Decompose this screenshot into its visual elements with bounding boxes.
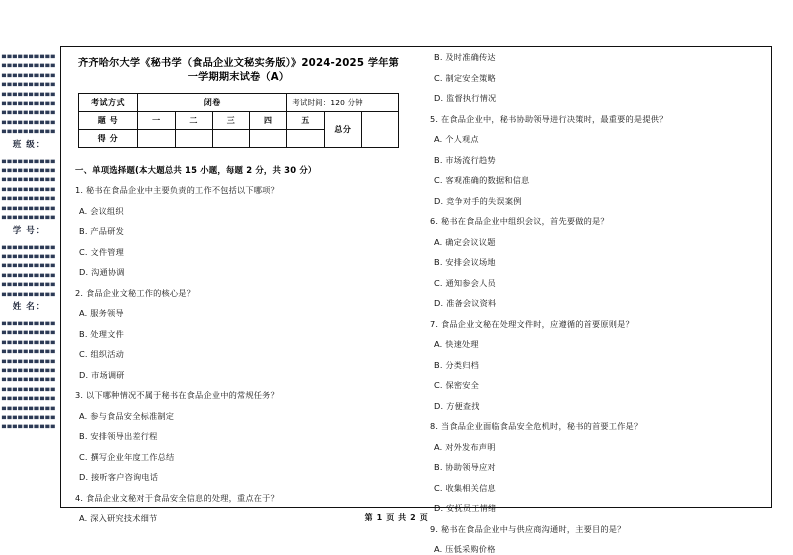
right-question-stem: 7. 食品企业文秘在处理文件时，应遵循的首要原则是？ (430, 318, 634, 329)
right-answer-option[interactable]: C. 收集相关信息 (434, 482, 496, 493)
score-cell-1[interactable] (138, 130, 175, 148)
score-cell-3[interactable] (212, 130, 249, 148)
sealing-dot-row: ■■■■■■■■■■ (1, 262, 57, 269)
score-info-table (78, 93, 400, 148)
sealing-dot-row: ■■■■■■■■■■ (1, 376, 57, 383)
sealing-dot-row: ■■■■■■■■■■ (1, 127, 57, 135)
right-question-stem: 5. 在食品企业中，秘书协助领导进行决策时，最重要的是提供？ (430, 113, 668, 124)
table-row-exam-mode (78, 94, 399, 112)
question-no-label: 题 号 (78, 112, 138, 130)
right-answer-option[interactable]: B. 协助领导应对 (434, 462, 496, 472)
sealing-line-group (0, 52, 58, 432)
right-answer-option[interactable]: D. 竞争对手的失误案例 (434, 195, 522, 206)
sealing-dot-row: ■■■■■■■■■■ (1, 271, 57, 279)
sealing-dot-row: ■■■■■■■■■■ (1, 90, 57, 98)
right-question-stem: 6. 秘书在食品企业中组织会议，首先要做的是？ (430, 216, 609, 226)
sealing-dot-row: ■■■■■■■■■■ (1, 213, 57, 221)
sealing-dot-row: ■■■■■■■■■■ (1, 357, 57, 365)
left-question-stem: 2. 食品企业文秘工作的核心是？ (75, 287, 196, 298)
right-question-stem: 9. 秘书在食品企业中与供应商沟通时，主要目的是？ (430, 523, 626, 534)
right-answer-option[interactable]: B. 分类归档 (434, 359, 479, 370)
sealing-dot-row: ■■■■■■■■■■ (1, 394, 57, 402)
sealing-dot-row: ■■■■■■■■■■ (1, 243, 57, 251)
sealing-dot-row: ■■■■■■■■■■ (1, 52, 57, 60)
sealing-dot-row: ■■■■■■■■■■ (1, 338, 57, 346)
right-answer-option[interactable]: D. 方便查找 (434, 400, 480, 411)
left-question-list (71, 185, 406, 524)
sealing-dot-row: ■■■■■■■■■■ (1, 404, 57, 412)
table-row-question-numbers (78, 112, 399, 130)
right-answer-option[interactable]: C. 保密安全 (434, 380, 480, 390)
question-no-4: 四 (250, 112, 287, 130)
sealing-label-student-name: 姓 名： (12, 301, 46, 312)
question-no-3: 三 (212, 112, 249, 130)
score-cell-2[interactable] (175, 130, 212, 148)
right-column (416, 47, 771, 554)
sealing-dot-row: ■■■■■■■■■■ (1, 109, 57, 116)
sealing-dot-row: ■■■■■■■■■■ (1, 204, 57, 212)
right-answer-option[interactable]: A. 压低采购价格 (434, 544, 496, 554)
exam-time-value: 考试时间：120 分钟 (287, 94, 399, 112)
sealing-dot-row: ■■■■■■■■■■ (1, 176, 57, 183)
left-answer-option[interactable]: C. 文件管理 (79, 246, 125, 257)
question-no-5: 五 (287, 112, 324, 130)
question-no-2: 二 (175, 112, 212, 130)
left-answer-option[interactable]: B. 产品研发 (79, 226, 124, 236)
sealing-label-class: 班 级： (12, 139, 46, 150)
right-answer-option[interactable]: D. 准备会议资料 (434, 298, 497, 308)
right-answer-option[interactable]: B. 及时准确传达 (434, 52, 496, 62)
section-heading: 一、单项选择题(本大题总共 15 小题，每题 2 分，共 30 分） (75, 165, 317, 175)
left-answer-option[interactable]: A. 参与食品安全标准制定 (79, 410, 175, 421)
right-question-stem: 8. 当食品企业面临食品安全危机时，秘书的首要工作是？ (430, 421, 643, 431)
sealing-dot-row: ■■■■■■■■■■ (1, 366, 57, 374)
exam-mode-value: 闭卷 (138, 94, 287, 112)
question-no-1: 一 (138, 112, 175, 130)
left-answer-option[interactable]: A. 服务领导 (79, 308, 124, 318)
score-label: 得 分 (78, 130, 138, 148)
right-answer-option[interactable]: D. 安抚员工情绪 (434, 503, 497, 513)
sealing-dot-row: ■■■■■■■■■■ (1, 385, 57, 393)
right-answer-option[interactable]: B. 安排会议场地 (434, 257, 496, 267)
left-answer-option[interactable]: C. 撰写企业年度工作总结 (79, 451, 175, 462)
sealing-dot-row: ■■■■■■■■■■ (1, 319, 57, 327)
left-question-stem: 4. 食品企业文秘对于食品安全信息的处理，重点在于？ (75, 492, 279, 503)
sealing-dot-row: ■■■■■■■■■■ (1, 62, 57, 69)
score-cell-5[interactable] (287, 130, 324, 148)
right-answer-option[interactable]: C. 制定安全策略 (434, 72, 496, 83)
sealing-dot-row: ■■■■■■■■■■ (1, 347, 57, 355)
sealing-dot-row: ■■■■■■■■■■ (1, 413, 57, 421)
right-answer-option[interactable]: A. 对外发布声明 (434, 441, 496, 452)
left-answer-option[interactable]: D. 接听客户咨询电话 (79, 472, 159, 482)
sealing-dot-row: ■■■■■■■■■■ (1, 118, 57, 126)
left-answer-option[interactable]: D. 市场调研 (79, 369, 125, 380)
sealing-dot-row: ■■■■■■■■■■ (1, 280, 57, 288)
sealing-dot-row: ■■■■■■■■■■ (1, 423, 57, 430)
left-answer-option[interactable]: A. 深入研究技术细节 (79, 513, 158, 523)
sealing-dot-row: ■■■■■■■■■■ (1, 157, 57, 165)
right-answer-option[interactable]: A. 个人观点 (434, 134, 479, 144)
sealing-dot-row: ■■■■■■■■■■ (1, 290, 57, 298)
total-score-value[interactable] (361, 112, 398, 148)
sealing-dot-row: ■■■■■■■■■■ (1, 71, 57, 79)
left-answer-option[interactable]: A. 会议组织 (79, 205, 124, 216)
right-answer-option[interactable]: C. 客观准确的数据和信息 (434, 175, 530, 185)
left-answer-option[interactable]: B. 处理文件 (79, 328, 124, 339)
right-answer-option[interactable]: D. 监督执行情况 (434, 93, 497, 103)
left-question-stem: 3. 以下哪种情况不属于秘书在食品企业中的常规任务？ (75, 390, 279, 400)
right-answer-option[interactable]: B. 市场流行趋势 (434, 154, 496, 165)
left-answer-option[interactable]: D. 沟通协调 (79, 267, 125, 277)
sealing-dot-row: ■■■■■■■■■■ (1, 252, 57, 260)
sealing-label-student-id: 学 号： (12, 225, 46, 236)
sealing-dot-row: ■■■■■■■■■■ (1, 99, 57, 107)
right-answer-option[interactable]: C. 通知参会人员 (434, 277, 496, 288)
right-question-list (426, 52, 761, 555)
right-answer-option[interactable]: A. 快速处理 (434, 339, 479, 349)
score-cell-4[interactable] (250, 130, 287, 148)
sealing-margin (0, 52, 58, 522)
sealing-dot-row: ■■■■■■■■■■ (1, 80, 57, 88)
left-answer-option[interactable]: C. 组织活动 (79, 349, 125, 359)
exam-title: 齐齐哈尔大学《秘书学（食品企业文秘实务版）》2024-2025 学年第一学期期末试卷（A） (77, 58, 400, 83)
total-score-label: 总分 (324, 112, 361, 148)
sealing-dot-row: ■■■■■■■■■■ (1, 329, 57, 336)
sealing-dot-row: ■■■■■■■■■■ (1, 166, 57, 174)
page-footer: 第 1 页 共 2 页 (364, 513, 429, 522)
exam-mode-label: 考试方式 (78, 94, 138, 112)
sealing-dot-row: ■■■■■■■■■■ (1, 194, 57, 202)
sealing-dot-row: ■■■■■■■■■■ (1, 185, 57, 193)
right-answer-option[interactable]: A. 确定会议议题 (434, 236, 496, 247)
left-question-stem: 1. 秘书在食品企业中主要负责的工作不包括以下哪项？ (75, 185, 279, 195)
left-answer-option[interactable]: B. 安排领导出差行程 (79, 431, 158, 441)
